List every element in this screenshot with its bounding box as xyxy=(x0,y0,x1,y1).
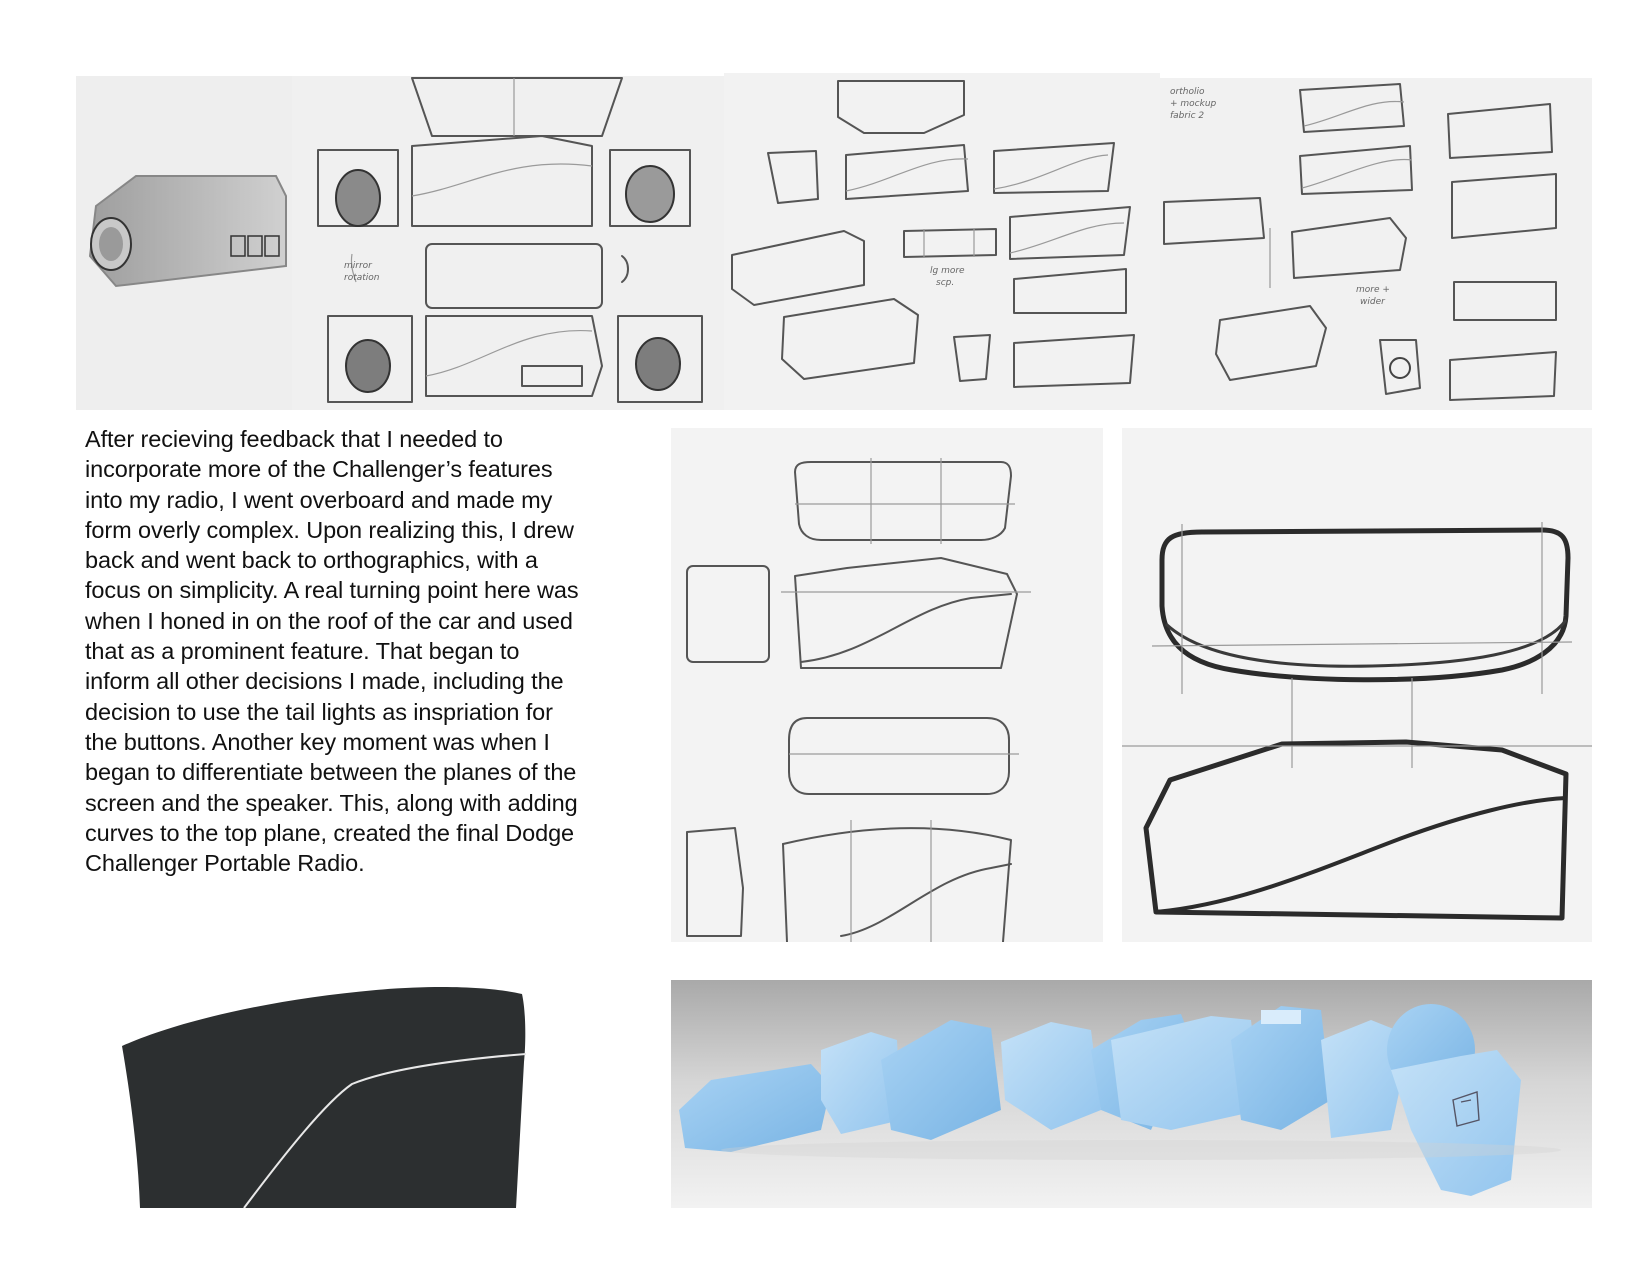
design-process-paragraph: After recieving feedback that I needed to incorporate more of the Challenger’s features into my radio, I went overboard and made my form overly complex. Upon realizing this, I drew back and went back to orthographics, with a focus on simplicity. A real turning point here was when I honed in on the roof of the car and used that as a prominent feature. That began to inform all other decisions I made, including the decision to use the tail lights as inspriation for the buttons. Another key moment was when I began to differentiate between the planes of the screen and the speaker. This, along with adding curves to the top plane, created the final Dodge Challenger Portable Radio. xyxy=(85,426,579,877)
svg-text:mirror: mirror xyxy=(344,261,372,271)
sketch-perspective-radio xyxy=(76,76,292,410)
dark-profile-template xyxy=(116,982,532,1208)
svg-text:rotation: rotation xyxy=(344,273,380,283)
sketch-thumbnails-sheet-a xyxy=(724,73,1160,410)
svg-text:wider: wider xyxy=(1360,297,1385,307)
sketch-final-contours xyxy=(1122,428,1592,942)
svg-text:+ mockup: + mockup xyxy=(1170,99,1217,109)
svg-text:lg more: lg more xyxy=(930,266,965,276)
svg-text:ortholio: ortholio xyxy=(1170,87,1205,97)
svg-text:more +: more + xyxy=(1356,285,1390,295)
svg-text:fabric 2: fabric 2 xyxy=(1170,111,1205,121)
sketch-thumbnails-sheet-b xyxy=(1160,78,1592,410)
sketch-refined-orthographics xyxy=(671,428,1103,942)
foam-models-photo xyxy=(671,980,1592,1208)
svg-text:scp.: scp. xyxy=(936,278,955,288)
sketch-orthographics-sheet xyxy=(292,76,724,410)
